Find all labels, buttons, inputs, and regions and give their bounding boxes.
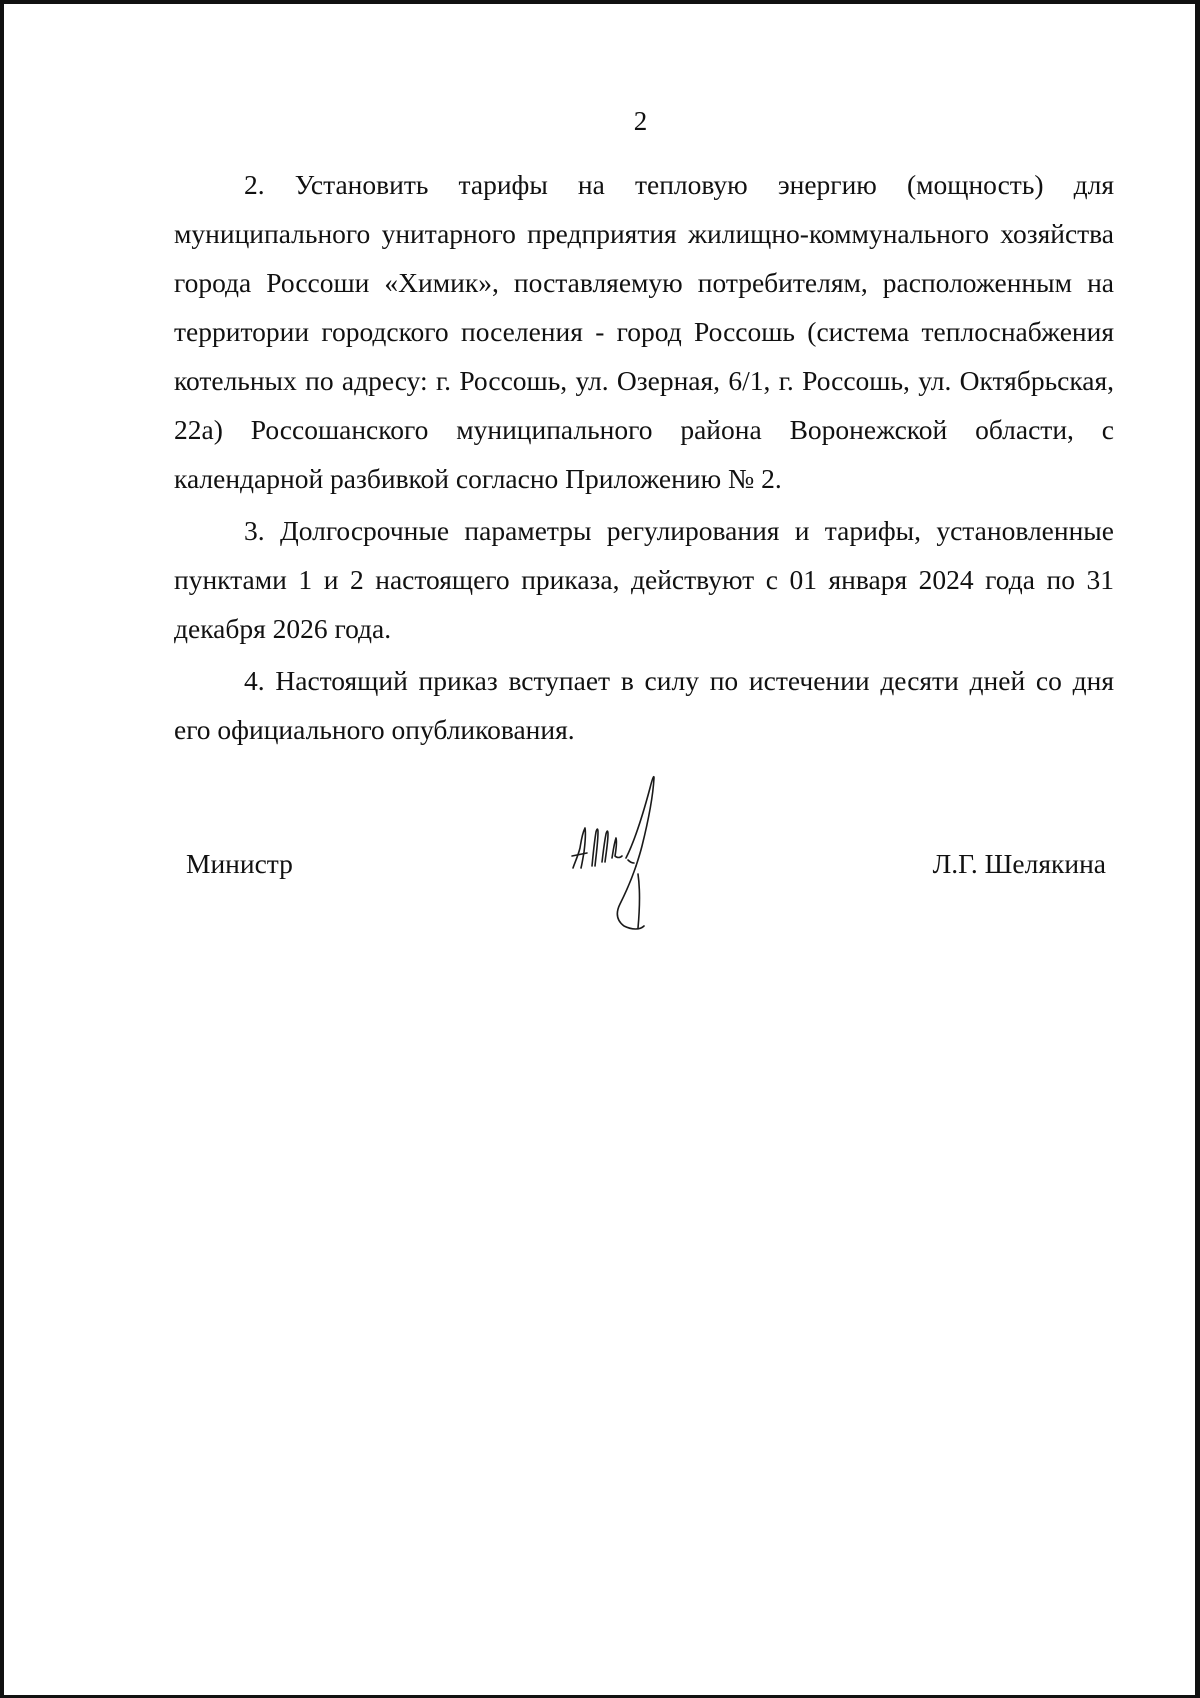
signatory-position: Министр <box>186 848 293 879</box>
paragraph-item-3: 3. Долгосрочные параметры регулирования и тарифы, установленные пунктами 1 и 2 настоящего приказа, действуют с 01 января 2024 года по 31 декабря 2026 года. <box>174 515 1114 644</box>
document-body <box>174 160 1114 754</box>
handwritten-signature <box>568 770 688 940</box>
paragraph-item-4: 4. Настоящий приказ вступает в силу по истечении десяти дней со дня его официального опубликования. <box>174 665 1114 745</box>
page-number: 2 <box>633 106 648 136</box>
paragraph-item-2: 2. Установить тарифы на тепловую энергию (мощность) для муниципального унитарного предприятия жилищно-коммунального хозяйства города Россоши «Химик», поставляемую потребителям, расположенным на территории городского поселения - город Россошь (система теплоснабжения котельных по адресу: г. Россошь, ул. Озерная, 6/1, г. Россошь, ул. Октябрьская, 22а) Россошанского муниципального района Воронежской области, с календарной разбивкой согласно Приложению № 2. <box>174 169 1114 494</box>
signatory-name: Л.Г. Шелякина <box>932 848 1106 879</box>
